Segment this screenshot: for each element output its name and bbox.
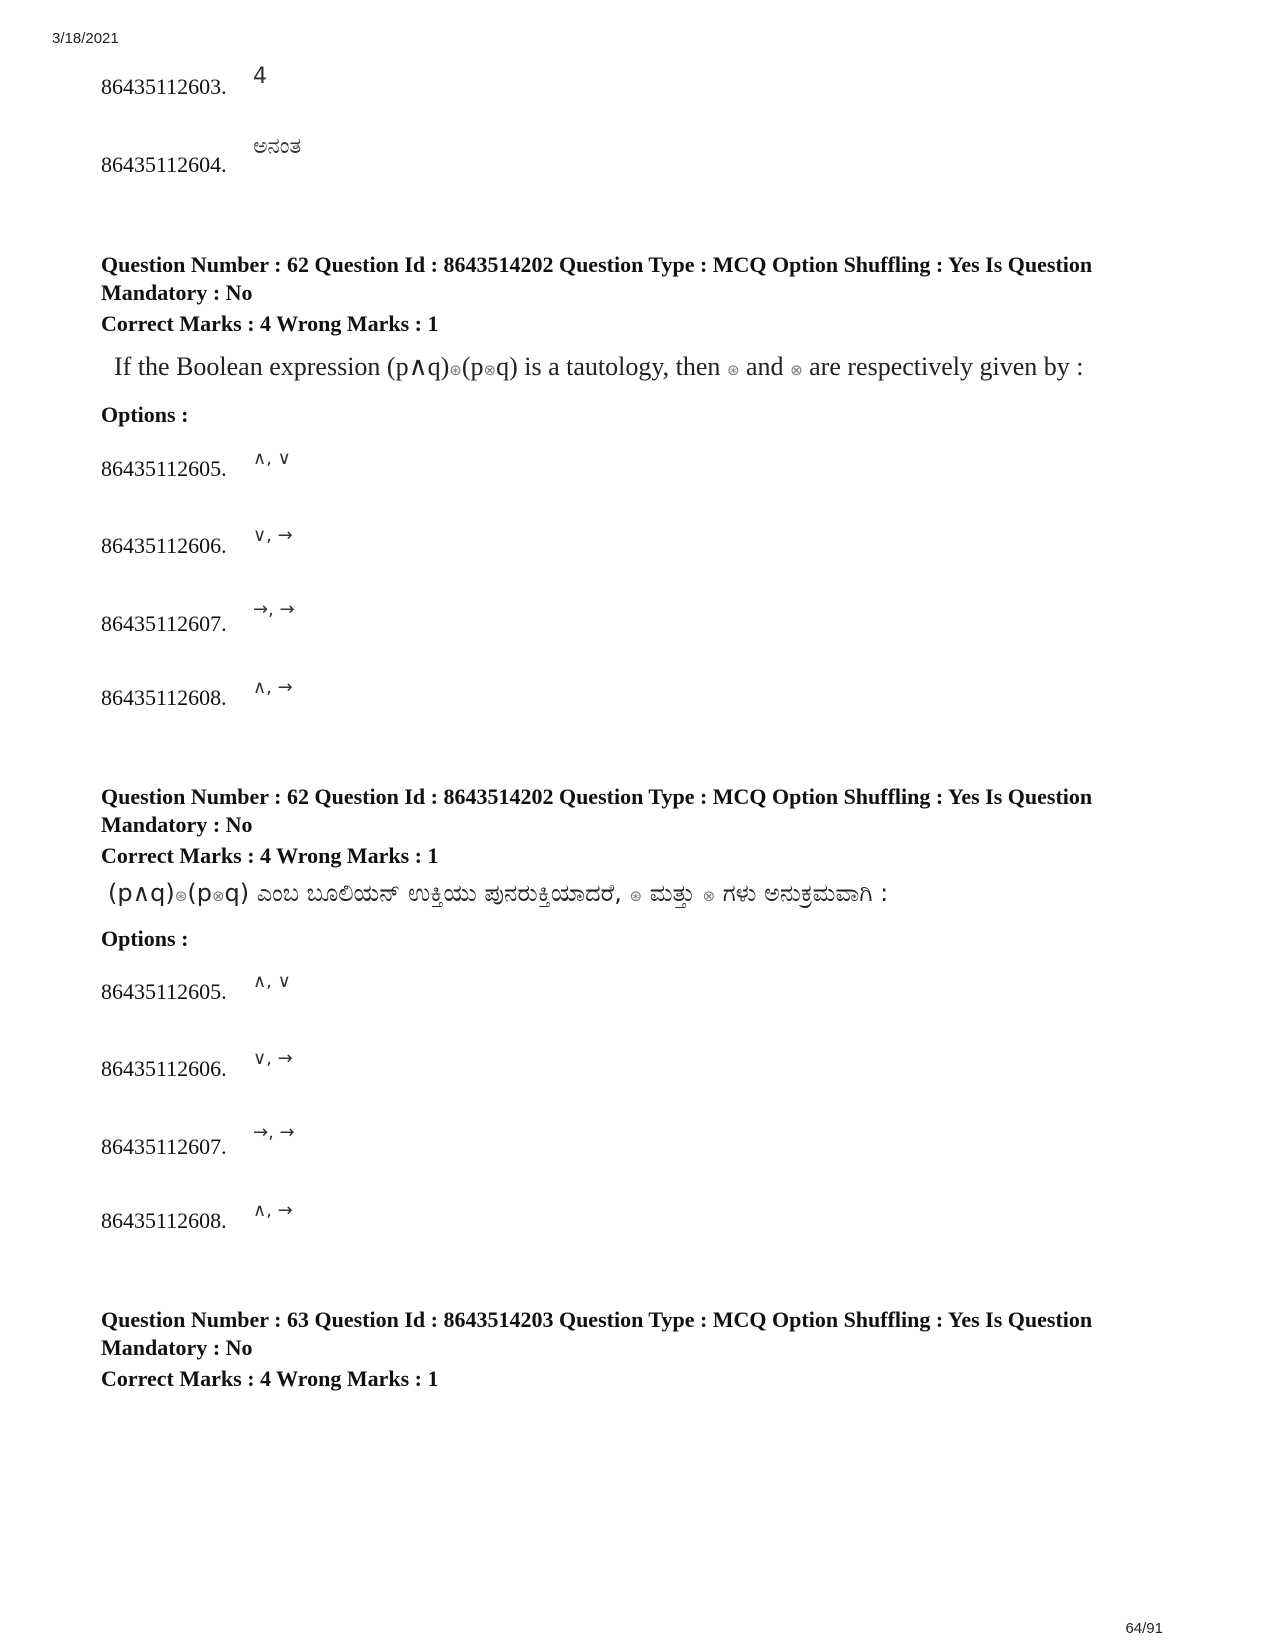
circled-star-symbol: ⊛ bbox=[449, 361, 462, 379]
option-value: ∨, → bbox=[253, 525, 293, 546]
option-row bbox=[101, 64, 267, 100]
option-id: 86435112604. bbox=[101, 152, 227, 177]
option-row bbox=[101, 134, 302, 178]
option-value: ಅನಂತ bbox=[253, 134, 302, 159]
option-row bbox=[101, 1200, 293, 1234]
option-id: 86435112605. bbox=[101, 456, 227, 481]
option-id: 86435112607. bbox=[101, 1134, 227, 1159]
options-label: Options : bbox=[101, 926, 189, 951]
option-id: 86435112608. bbox=[101, 685, 227, 710]
option-value: →, → bbox=[253, 599, 295, 620]
circled-times-symbol: ⊗ bbox=[702, 887, 716, 905]
circled-times-symbol: ⊗ bbox=[790, 361, 803, 379]
question-header: Question Number : 63 Question Id : 8643514203 Question Type : MCQ Option Shuffling : Yes Is Question Mandatory : No bbox=[101, 1307, 1093, 1360]
option-value: ∧, ∨ bbox=[253, 448, 291, 469]
circled-star-symbol: ⊛ bbox=[629, 887, 643, 905]
circled-star-symbol: ⊛ bbox=[726, 361, 740, 379]
option-row bbox=[101, 448, 291, 482]
option-row bbox=[101, 971, 291, 1005]
option-row bbox=[101, 1048, 293, 1082]
option-value: 4 bbox=[253, 64, 267, 89]
page-number: 64/91 bbox=[1125, 1620, 1163, 1637]
question-marks: Correct Marks : 4 Wrong Marks : 1 bbox=[101, 843, 439, 868]
option-id: 86435112606. bbox=[101, 533, 227, 558]
circled-times-symbol: ⊗ bbox=[483, 361, 497, 379]
print-date: 3/18/2021 bbox=[52, 30, 119, 47]
option-row bbox=[101, 599, 295, 637]
question-text: (p∧q)⊛(p⊗q) ಎಂಬ ಬೂಲಿಯನ್ ಉಕ್ತಿಯು ಪುನರುಕ್ತಿಯಾದರೆ, ⊛ ಮತ್ತು ⊗ ಗಳು ಅನುಕ್ರಮವಾಗಿ : bbox=[108, 879, 889, 907]
option-value: →, → bbox=[253, 1122, 295, 1143]
option-value: ∧, ∨ bbox=[253, 971, 291, 992]
question-marks: Correct Marks : 4 Wrong Marks : 1 bbox=[101, 1366, 439, 1391]
question-header: Question Number : 62 Question Id : 8643514202 Question Type : MCQ Option Shuffling : Yes Is Question Mandatory : No bbox=[101, 252, 1093, 305]
option-id: 86435112606. bbox=[101, 1056, 227, 1081]
question-header: Question Number : 62 Question Id : 8643514202 Question Type : MCQ Option Shuffling : Yes Is Question Mandatory : No bbox=[101, 784, 1093, 837]
option-row bbox=[101, 1122, 295, 1160]
circled-star-symbol: ⊛ bbox=[174, 887, 188, 905]
question-text: If the Boolean expression (p∧q)⊛(p⊗q) is a tautology, then ⊛ and ⊗ are respectively given by : bbox=[114, 352, 1084, 381]
option-value: ∧, → bbox=[253, 677, 293, 698]
option-row bbox=[101, 677, 293, 711]
option-value: ∧, → bbox=[253, 1200, 293, 1221]
option-id: 86435112605. bbox=[101, 979, 227, 1004]
circled-times-symbol: ⊗ bbox=[211, 887, 225, 905]
option-id: 86435112607. bbox=[101, 611, 227, 636]
options-label: Options : bbox=[101, 402, 189, 427]
option-id: 86435112603. bbox=[101, 74, 227, 99]
question-marks: Correct Marks : 4 Wrong Marks : 1 bbox=[101, 311, 439, 336]
option-id: 86435112608. bbox=[101, 1208, 227, 1233]
option-value: ∨, → bbox=[253, 1048, 293, 1069]
option-row bbox=[101, 525, 293, 559]
